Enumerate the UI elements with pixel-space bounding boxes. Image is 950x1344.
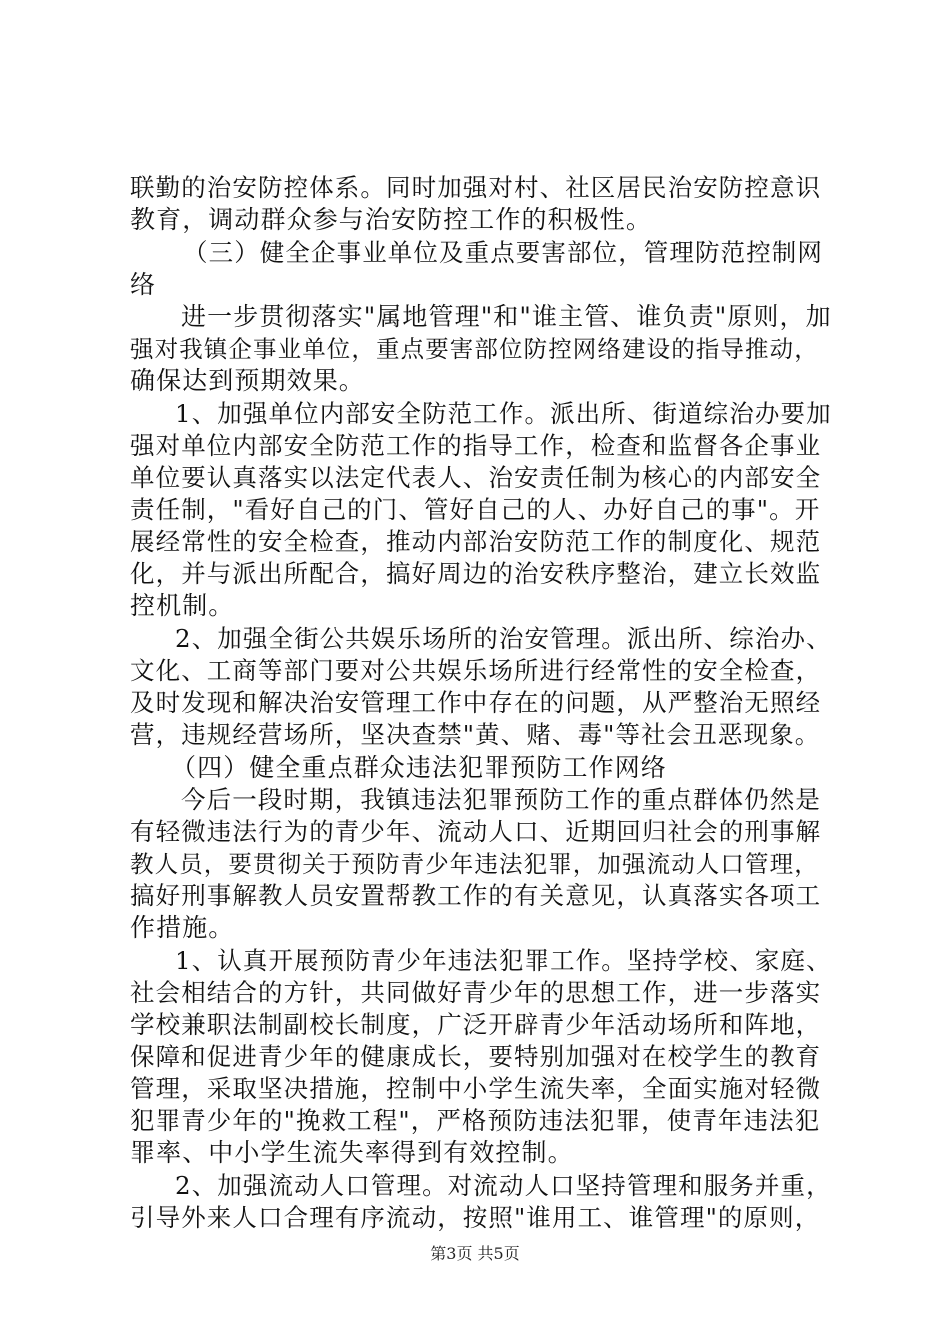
text-line: 搞好刑事解教人员安置帮教工作的有关意见，认真落实各项工 <box>130 881 822 910</box>
section-heading: （三）健全企事业单位及重点要害部位，管理防范控制网 <box>183 238 823 267</box>
text-line: 强对我镇企事业单位，重点要害部位防控网络建设的指导推动， <box>130 335 819 363</box>
text-line: 文化、工商等部门要对公共娱乐场所进行经常性的安全检查， <box>130 656 822 685</box>
text-line: 今后一段时期，我镇违法犯罪预防工作的重点群体仍然是 <box>181 785 821 814</box>
text-line: 罪率、中小学生流失率得到有效控制。 <box>130 1138 574 1167</box>
text-line: 引导外来人口合理有序流动，按照"谁用工、谁管理"的原则， <box>130 1203 821 1232</box>
section-heading: （四）健全重点群众违法犯罪预防工作网络 <box>171 753 667 782</box>
text-line: 1、加强单位内部安全防范工作。派出所、街道综治办要加 <box>175 399 832 428</box>
text-line: 学校兼职法制副校长制度，广泛开辟青少年活动场所和阵地， <box>130 1010 822 1039</box>
text-line: 及时发现和解决治安管理工作中存在的问题，从严整治无照经 <box>130 688 822 717</box>
text-line: 化，并与派出所配合，搞好周边的治安秩序整治，建立长效监 <box>130 559 822 588</box>
text-line: 确保达到预期效果。 <box>130 366 365 395</box>
text-line: 联勤的治安防控体系。同时加强对村、社区居民治安防控意识 <box>130 173 822 202</box>
text-line: 营，违规经营场所，坚决查禁"黄、赌、毒"等社会丑恶现象。 <box>130 720 821 749</box>
text-line: 保障和促进青少年的健康成长，要特别加强对在校学生的教育 <box>130 1042 822 1071</box>
text-line: 管理，采取坚决措施，控制中小学生流失率，全面实施对轻微 <box>130 1074 822 1103</box>
text-line: 责任制，"看好自己的门、管好自己的人、办好自己的事"。开 <box>130 495 821 524</box>
text-line: 强对单位内部安全防范工作的指导工作，检查和监督各企事业 <box>130 431 822 460</box>
text-line: 教育，调动群众参与治安防控工作的积极性。 <box>130 205 653 234</box>
text-line: 作措施。 <box>130 913 235 942</box>
text-line: 展经常性的安全检查，推动内部治安防范工作的制度化、规范 <box>130 527 822 556</box>
text-line: 2、加强全街公共娱乐场所的治安管理。派出所、综治办、 <box>175 624 832 653</box>
page-number-footer: 第3页 共5页 <box>430 1244 520 1263</box>
text-line: 犯罪青少年的"挽救工程"，严格预防违法犯罪，使青年违法犯 <box>130 1106 821 1135</box>
section-heading-continuation: 络 <box>130 270 157 299</box>
text-line: 社会相结合的方针，共同做好青少年的思想工作，进一步落实 <box>130 978 822 1007</box>
text-line: 进一步贯彻落实"属地管理"和"谁主管、谁负责"原则，加 <box>181 302 832 331</box>
text-line: 1、认真开展预防青少年违法犯罪工作。坚持学校、家庭、 <box>175 946 832 975</box>
text-line: 2、加强流动人口管理。对流动人口坚持管理和服务并重， <box>175 1171 832 1200</box>
text-line: 教人员，要贯彻关于预防青少年违法犯罪，加强流动人口管理， <box>130 850 819 878</box>
text-line: 单位要认真落实以法定代表人、治安责任制为核心的内部安全 <box>130 463 822 492</box>
text-line: 有轻微违法行为的青少年、流动人口、近期回归社会的刑事解 <box>130 817 822 846</box>
text-line: 控机制。 <box>130 591 235 620</box>
